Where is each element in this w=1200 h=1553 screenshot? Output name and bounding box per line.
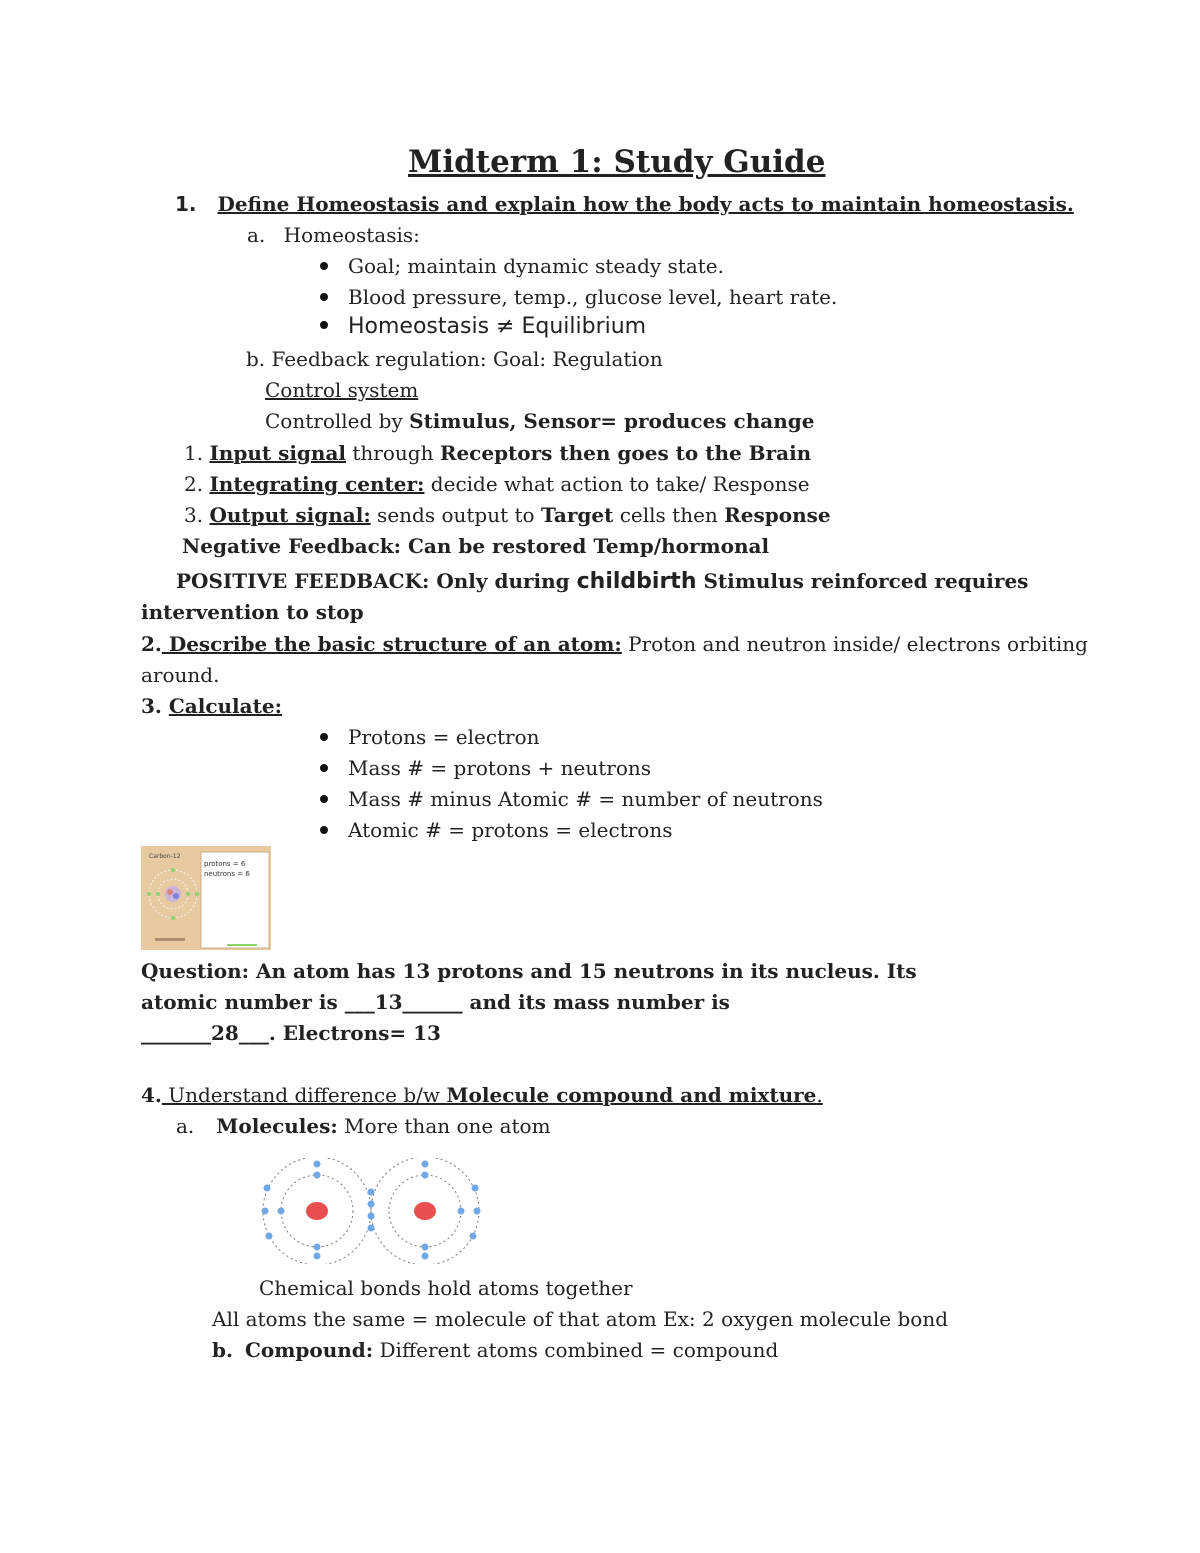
q1-heading-text: Define Homeostasis and explain how the body acts to maintain homeostasis. bbox=[217, 192, 1074, 216]
negative-feedback: Negative Feedback: Can be restored Temp/hormonal bbox=[182, 534, 770, 558]
control-system: Control system bbox=[265, 378, 419, 402]
image-label-neutrons: neutrons = 6 bbox=[204, 870, 250, 878]
nucleus-right bbox=[414, 1202, 436, 1220]
q1-bullet: Blood pressure, temp., glucose level, heart rate. bbox=[320, 284, 837, 310]
q1-bullet: Goal; maintain dynamic steady state. bbox=[320, 253, 724, 279]
q3-bullet: Atomic # = protons = electrons bbox=[320, 817, 672, 843]
question-line-2: atomic number is ___13______ and its mass number is bbox=[141, 990, 730, 1014]
image-title: Carbon-12 bbox=[149, 853, 181, 860]
q3-bullet: Mass # = protons + neutrons bbox=[320, 755, 651, 781]
atom-diagram-image bbox=[141, 846, 271, 950]
bullet-icon bbox=[320, 764, 328, 772]
q4-a-item: a. Molecules: More than one atom bbox=[176, 1114, 551, 1138]
q1-a-text: Homeostasis: bbox=[283, 223, 420, 247]
bullet-icon bbox=[320, 826, 328, 834]
q4-b-item: b. Compound: Different atoms combined = compound bbox=[212, 1338, 779, 1362]
q1-a-label: a. bbox=[247, 223, 266, 247]
q1-a-item bbox=[247, 222, 420, 248]
q2-line-cont: around. bbox=[141, 663, 220, 687]
q1-b-text: b. Feedback regulation: Goal: Regulation bbox=[246, 347, 663, 371]
page-title: Midterm 1: Study Guide bbox=[408, 144, 826, 180]
q1-number: 1. bbox=[175, 192, 197, 216]
q3-bullet: Protons = electron bbox=[320, 724, 540, 750]
bullet-icon bbox=[320, 795, 328, 803]
bullet-icon bbox=[320, 733, 328, 741]
molecule-caption: Chemical bonds hold atoms together bbox=[259, 1276, 633, 1300]
molecule-diagram bbox=[255, 1158, 490, 1264]
positive-feedback-cont: intervention to stop bbox=[141, 600, 364, 624]
q2-line: 2. Describe the basic structure of an atom: Proton and neutron inside/ electrons orbiting bbox=[141, 632, 1088, 656]
q4-heading: 4. Understand difference b/w Molecule compound and mixture. bbox=[141, 1083, 823, 1107]
image-label-protons: protons = 6 bbox=[204, 860, 246, 868]
q3-bullet: Mass # minus Atomic # = number of neutrons bbox=[320, 786, 823, 812]
question-line-1: Question: An atom has 13 protons and 15 neutrons in its nucleus. Its bbox=[141, 959, 917, 983]
same-atoms-text: All atoms the same = molecule of that atom Ex: 2 oxygen molecule bond bbox=[212, 1307, 949, 1331]
positive-feedback: POSITIVE FEEDBACK: Only during childbirth Stimulus reinforced requires bbox=[176, 569, 1029, 594]
bullet-icon bbox=[320, 321, 328, 329]
step-3: 3. Output signal: sends output to Target cells then Response bbox=[184, 503, 831, 527]
q3-heading: 3. Calculate: bbox=[141, 694, 282, 718]
nucleus-left bbox=[306, 1202, 328, 1220]
step-1: 1. Input signal through Receptors then goes to the Brain bbox=[184, 441, 812, 465]
bullet-icon bbox=[320, 262, 328, 270]
question-line-3: _______28___. Electrons= 13 bbox=[141, 1021, 441, 1045]
q1-bullet: Homeostasis ≠ Equilibrium bbox=[320, 314, 646, 340]
q1-heading bbox=[175, 191, 1074, 217]
step-2: 2. Integrating center: decide what action to take/ Response bbox=[184, 472, 810, 496]
controlled-by: Controlled by Stimulus, Sensor= produces change bbox=[265, 409, 815, 433]
bullet-icon bbox=[320, 293, 328, 301]
